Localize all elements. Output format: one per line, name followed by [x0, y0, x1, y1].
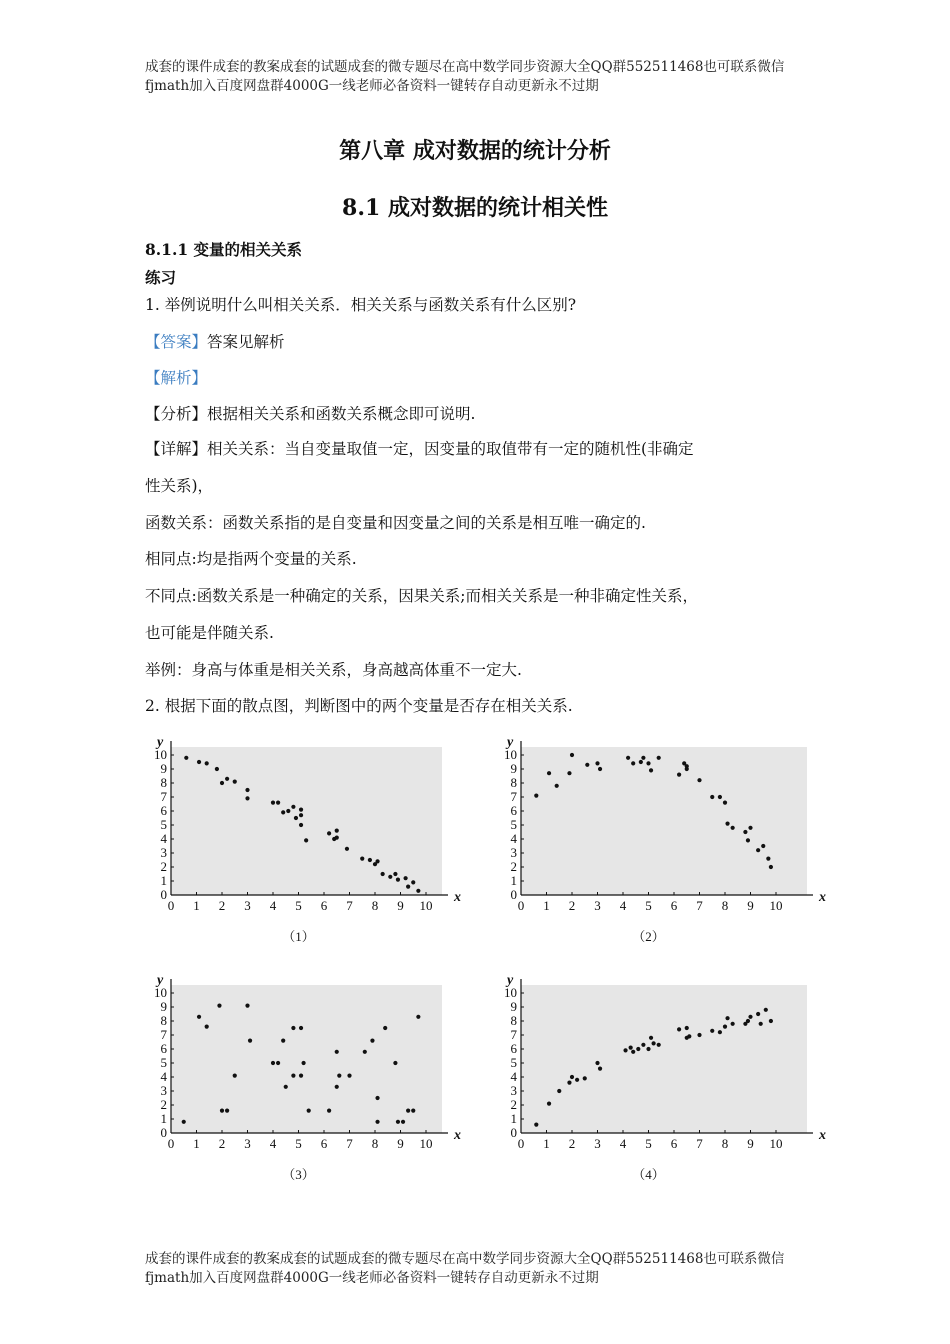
scatter-point	[396, 878, 400, 882]
scatter-point	[383, 1026, 387, 1030]
scatter-point	[769, 1019, 773, 1023]
x-tick-label: 4	[619, 1136, 627, 1151]
scatter-point	[547, 771, 551, 775]
scatter-point	[629, 1046, 633, 1050]
scatter-point	[291, 1074, 295, 1078]
y-tick-label: 10	[504, 747, 517, 762]
x-tick-label: 3	[594, 898, 601, 913]
scatter-point	[685, 764, 689, 768]
y-tick-label: 4	[160, 1069, 167, 1084]
y-tick-label: 0	[510, 1125, 517, 1140]
scatter-point	[233, 1074, 237, 1078]
scatter-point	[271, 1061, 275, 1065]
scatter-point	[723, 801, 727, 805]
x-tick-label: 9	[747, 898, 754, 913]
scatter-point	[245, 796, 249, 800]
scatter-point	[746, 838, 750, 842]
x-tick-label: 10	[769, 1136, 783, 1151]
y-tick-label: 0	[160, 1125, 167, 1140]
scatter-point	[375, 1120, 379, 1124]
scatter-point	[555, 784, 559, 788]
scatter-point	[299, 808, 303, 812]
scatter-point	[299, 1074, 303, 1078]
scatter-point	[595, 1061, 599, 1065]
y-tick-label: 3	[160, 845, 167, 860]
scatter-point	[388, 875, 392, 879]
scatter-point	[639, 760, 643, 764]
similarity-line: 相同点:均是指两个变量的关系.	[145, 550, 357, 568]
y-axis-label: y	[507, 973, 514, 988]
scatter-point	[718, 1030, 722, 1034]
x-tick-label: 4	[619, 898, 627, 913]
x-tick-label: 8	[721, 898, 729, 913]
y-tick-label: 1	[510, 873, 517, 888]
x-tick-label: 2	[218, 898, 226, 913]
chart-caption: （2）	[632, 929, 665, 944]
scatter-point	[307, 1109, 311, 1113]
scatter-point	[335, 1085, 339, 1089]
scatter-chart-3	[140, 968, 461, 1193]
scatter-point	[575, 1078, 579, 1082]
fenxi-line: 【分析】根据相关关系和函数关系概念即可说明.	[145, 405, 476, 423]
x-tick-label: 3	[244, 898, 251, 913]
scatter-point	[411, 1109, 415, 1113]
scatter-point	[248, 1039, 252, 1043]
scatter-point	[205, 1025, 209, 1029]
scatter-point	[281, 810, 285, 814]
answer-text: 答案见解析	[207, 333, 285, 351]
scatter-chart-2	[490, 730, 826, 955]
y-tick-label: 10	[504, 985, 517, 1000]
scatter-point	[271, 801, 275, 805]
y-tick-label: 7	[510, 789, 517, 804]
y-tick-label: 9	[510, 999, 517, 1014]
x-tick-label: 2	[218, 1136, 226, 1151]
scatter-point	[245, 1004, 249, 1008]
y-tick-label: 6	[160, 803, 167, 818]
x-tick-label: 10	[769, 898, 783, 913]
scatter-point	[641, 1043, 645, 1047]
x-tick-label: 6	[320, 1136, 328, 1151]
y-tick-label: 2	[160, 1097, 167, 1112]
scatter-point	[197, 1015, 201, 1019]
scatter-point	[276, 1061, 280, 1065]
x-tick-label: 0	[517, 898, 525, 913]
y-tick-label: 6	[510, 803, 517, 818]
scatter-point	[215, 767, 219, 771]
scatter-point	[557, 1089, 561, 1093]
x-tick-label: 7	[696, 1136, 703, 1151]
y-tick-label: 2	[160, 859, 167, 874]
answer-tag: 【答案】	[145, 333, 208, 351]
scatter-point	[406, 1109, 410, 1113]
scatter-point	[401, 1120, 405, 1124]
scatter-point	[286, 809, 290, 813]
y-tick-label: 5	[510, 817, 517, 832]
scatter-point	[626, 756, 630, 760]
scatter-point	[225, 777, 229, 781]
scatter-point	[746, 1019, 750, 1023]
x-tick-label: 6	[670, 898, 678, 913]
y-tick-label: 10	[154, 747, 167, 762]
scatter-point	[723, 1025, 727, 1029]
x-tick-label: 4	[269, 898, 277, 913]
x-tick-label: 9	[397, 898, 404, 913]
y-tick-label: 4	[510, 831, 517, 846]
question-2: 2. 根据下面的散点图，判断图中的两个变量是否存在相关关系.	[145, 697, 573, 715]
y-tick-label: 0	[510, 887, 517, 902]
x-tick-label: 3	[594, 1136, 601, 1151]
y-tick-label: 2	[510, 859, 517, 874]
x-tick-label: 0	[167, 898, 175, 913]
scatter-point	[245, 788, 249, 792]
y-tick-label: 3	[510, 845, 517, 860]
scatter-point	[570, 1075, 574, 1079]
plot-background	[171, 747, 442, 895]
y-tick-label: 9	[510, 761, 517, 776]
scatter-point	[225, 1109, 229, 1113]
x-tick-label: 1	[193, 898, 200, 913]
y-tick-label: 2	[510, 1097, 517, 1112]
section-title: 8.1 成对数据的统计相关性	[342, 195, 608, 221]
y-tick-label: 1	[160, 1111, 167, 1126]
x-tick-label: 10	[419, 898, 433, 913]
exercise-label: 练习	[145, 268, 177, 287]
function-relation-line: 函数关系：函数关系指的是自变量和因变量之间的关系是相互唯一确定的.	[145, 514, 646, 532]
scatter-chart-1	[140, 730, 461, 955]
y-tick-label: 3	[510, 1083, 517, 1098]
scatter-point	[657, 1043, 661, 1047]
scatter-point	[725, 1016, 729, 1020]
scatter-point	[743, 830, 747, 834]
scatter-point	[404, 876, 408, 880]
scatter-point	[360, 857, 364, 861]
plot-background	[521, 985, 807, 1133]
scatter-point	[327, 831, 331, 835]
y-tick-label: 6	[510, 1041, 517, 1056]
x-axis-label: x	[454, 1128, 461, 1143]
scatter-point	[685, 1026, 689, 1030]
y-tick-label: 3	[160, 1083, 167, 1098]
x-tick-label: 1	[543, 898, 550, 913]
scatter-point	[631, 761, 635, 765]
scatter-point	[396, 1120, 400, 1124]
y-axis-label: y	[157, 973, 164, 988]
y-tick-label: 8	[510, 775, 517, 790]
xiangjie-line-2: 性关系)，	[145, 477, 214, 495]
scatter-point	[718, 795, 722, 799]
x-tick-label: 1	[543, 1136, 550, 1151]
x-tick-label: 8	[371, 898, 379, 913]
y-tick-label: 0	[160, 887, 167, 902]
y-tick-label: 9	[160, 761, 167, 776]
y-tick-label: 1	[510, 1111, 517, 1126]
scatter-point	[641, 756, 645, 760]
scatter-point	[281, 1039, 285, 1043]
scatter-point	[375, 859, 379, 863]
chart-caption: （4）	[632, 1167, 665, 1182]
x-tick-label: 4	[269, 1136, 277, 1151]
scatter-point	[327, 1109, 331, 1113]
scatter-point	[677, 1027, 681, 1031]
scatter-point	[697, 778, 701, 782]
y-tick-label: 1	[160, 873, 167, 888]
scatter-point	[649, 1036, 653, 1040]
scatter-point	[731, 826, 735, 830]
scatter-point	[370, 1039, 374, 1043]
scatter-point	[299, 1026, 303, 1030]
x-axis-label: x	[819, 1128, 826, 1143]
scatter-point	[406, 885, 410, 889]
scatter-point	[756, 848, 760, 852]
scatter-point	[205, 761, 209, 765]
x-tick-label: 6	[670, 1136, 678, 1151]
scatter-point	[652, 1041, 656, 1045]
scatter-point	[337, 1074, 341, 1078]
scatter-point	[583, 1076, 587, 1080]
scatter-point	[299, 813, 303, 817]
subsection-title: 8.1.1 变量的相关关系	[145, 240, 303, 259]
scatter-point	[697, 1033, 701, 1037]
scatter-point	[335, 829, 339, 833]
x-tick-label: 10	[419, 1136, 433, 1151]
y-axis-label: y	[507, 735, 514, 750]
scatter-point	[769, 865, 773, 869]
scatter-point	[761, 844, 765, 848]
scatter-point	[748, 826, 752, 830]
scatter-point	[657, 756, 661, 760]
x-tick-label: 7	[696, 898, 703, 913]
question-1: 1. 举例说明什么叫相关关系．相关关系与函数关系有什么区别?	[145, 296, 577, 314]
chart-caption: （1）	[282, 929, 315, 944]
plot-background	[171, 985, 442, 1133]
scatter-point	[294, 816, 298, 820]
scatter-point	[687, 1034, 691, 1038]
scatter-point	[585, 763, 589, 767]
x-axis-label: x	[819, 890, 826, 905]
scatter-point	[393, 1061, 397, 1065]
scatter-point	[220, 781, 224, 785]
x-axis-label: x	[454, 890, 461, 905]
scatter-point	[646, 761, 650, 765]
scatter-point	[363, 1050, 367, 1054]
x-tick-label: 0	[167, 1136, 175, 1151]
y-tick-label: 9	[160, 999, 167, 1014]
x-tick-label: 5	[645, 898, 652, 913]
scatter-point	[725, 822, 729, 826]
scatter-point	[411, 880, 415, 884]
x-tick-label: 7	[346, 898, 353, 913]
scatter-point	[759, 1022, 763, 1026]
answer-line	[145, 331, 815, 353]
scatter-point	[304, 838, 308, 842]
scatter-point	[217, 1004, 221, 1008]
scatter-point	[547, 1102, 551, 1106]
scatter-point	[276, 801, 280, 805]
scatter-point	[335, 1050, 339, 1054]
xiangjie-line-1: 【详解】相关关系：当自变量取值一定，因变量的取值带有一定的随机性(非确定	[145, 440, 694, 458]
plot-background	[521, 747, 807, 895]
x-tick-label: 3	[244, 1136, 251, 1151]
x-tick-label: 2	[568, 898, 576, 913]
scatter-point	[766, 857, 770, 861]
scatter-point	[567, 1081, 571, 1085]
x-tick-label: 5	[645, 1136, 652, 1151]
scatter-point	[416, 889, 420, 893]
difference-line-1: 不同点:函数关系是一种确定的关系，因果关系;而相关关系是一种非确定性关系，	[145, 587, 698, 605]
scatter-point	[710, 795, 714, 799]
scatter-point	[731, 1022, 735, 1026]
scatter-point	[710, 1029, 714, 1033]
scatter-point	[375, 1096, 379, 1100]
scatter-point	[284, 1085, 288, 1089]
scatter-point	[197, 760, 201, 764]
x-tick-label: 7	[346, 1136, 353, 1151]
chapter-title: 第八章 成对数据的统计分析	[339, 138, 611, 164]
scatter-chart-4	[490, 968, 826, 1193]
scatter-point	[764, 1008, 768, 1012]
scatter-point	[291, 805, 295, 809]
scatter-point	[677, 773, 681, 777]
scatter-point	[595, 761, 599, 765]
page-header: 成套的课件成套的教案成套的试题成套的微专题尽在高中数学同步资源大全QQ群552511468也可联系微信fjmath加入百度网盘群4000G一线老师必备资料一键转存自动更新永不过期	[145, 59, 785, 94]
y-tick-label: 7	[510, 1027, 517, 1042]
y-tick-label: 5	[160, 1055, 167, 1070]
y-tick-label: 4	[510, 1069, 517, 1084]
scatter-point	[567, 771, 571, 775]
scatter-point	[184, 756, 188, 760]
y-tick-label: 5	[160, 817, 167, 832]
y-tick-label: 7	[160, 789, 167, 804]
x-tick-label: 9	[397, 1136, 404, 1151]
x-tick-label: 5	[295, 1136, 302, 1151]
scatter-point	[570, 753, 574, 757]
scatter-point	[302, 1061, 306, 1065]
x-tick-label: 0	[517, 1136, 525, 1151]
x-tick-label: 8	[721, 1136, 729, 1151]
x-tick-label: 8	[371, 1136, 379, 1151]
scatter-point	[220, 1109, 224, 1113]
scatter-point	[534, 1123, 538, 1127]
scatter-point	[623, 1048, 627, 1052]
chart-caption: （3）	[282, 1167, 315, 1182]
scatter-point	[636, 1047, 640, 1051]
x-tick-label: 6	[320, 898, 328, 913]
scatter-point	[381, 872, 385, 876]
y-tick-label: 8	[160, 1013, 167, 1028]
example-line: 举例：身高与体重是相关关系，身高越高体重不一定大.	[145, 661, 522, 679]
scatter-point	[756, 1012, 760, 1016]
scatter-point	[598, 1067, 602, 1071]
scatter-point	[534, 794, 538, 798]
scatter-point	[416, 1015, 420, 1019]
y-tick-label: 5	[510, 1055, 517, 1070]
difference-line-2: 也可能是伴随关系.	[145, 624, 274, 642]
scatter-point	[299, 823, 303, 827]
scatter-point	[393, 872, 397, 876]
y-tick-label: 8	[160, 775, 167, 790]
scatter-point	[368, 858, 372, 862]
scatter-point	[598, 767, 602, 771]
scatter-point	[345, 847, 349, 851]
y-tick-label: 8	[510, 1013, 517, 1028]
scatter-point	[233, 780, 237, 784]
x-tick-label: 1	[193, 1136, 200, 1151]
scatter-point	[335, 836, 339, 840]
x-tick-label: 9	[747, 1136, 754, 1151]
scatter-point	[291, 1026, 295, 1030]
y-tick-label: 6	[160, 1041, 167, 1056]
y-axis-label: y	[157, 735, 164, 750]
page-footer: 成套的课件成套的教案成套的试题成套的微专题尽在高中数学同步资源大全QQ群552511468也可联系微信fjmath加入百度网盘群4000G一线老师必备资料一键转存自动更新永不过期	[145, 1251, 785, 1286]
scatter-point	[649, 768, 653, 772]
x-tick-label: 5	[295, 898, 302, 913]
y-tick-label: 4	[160, 831, 167, 846]
scatter-point	[347, 1074, 351, 1078]
y-tick-label: 10	[154, 985, 167, 1000]
x-tick-label: 2	[568, 1136, 576, 1151]
y-tick-label: 7	[160, 1027, 167, 1042]
scatter-point	[748, 1015, 752, 1019]
scatter-point	[182, 1120, 186, 1124]
scatter-point	[646, 1047, 650, 1051]
analysis-tag: 【解析】	[145, 369, 208, 387]
scatter-point	[631, 1050, 635, 1054]
